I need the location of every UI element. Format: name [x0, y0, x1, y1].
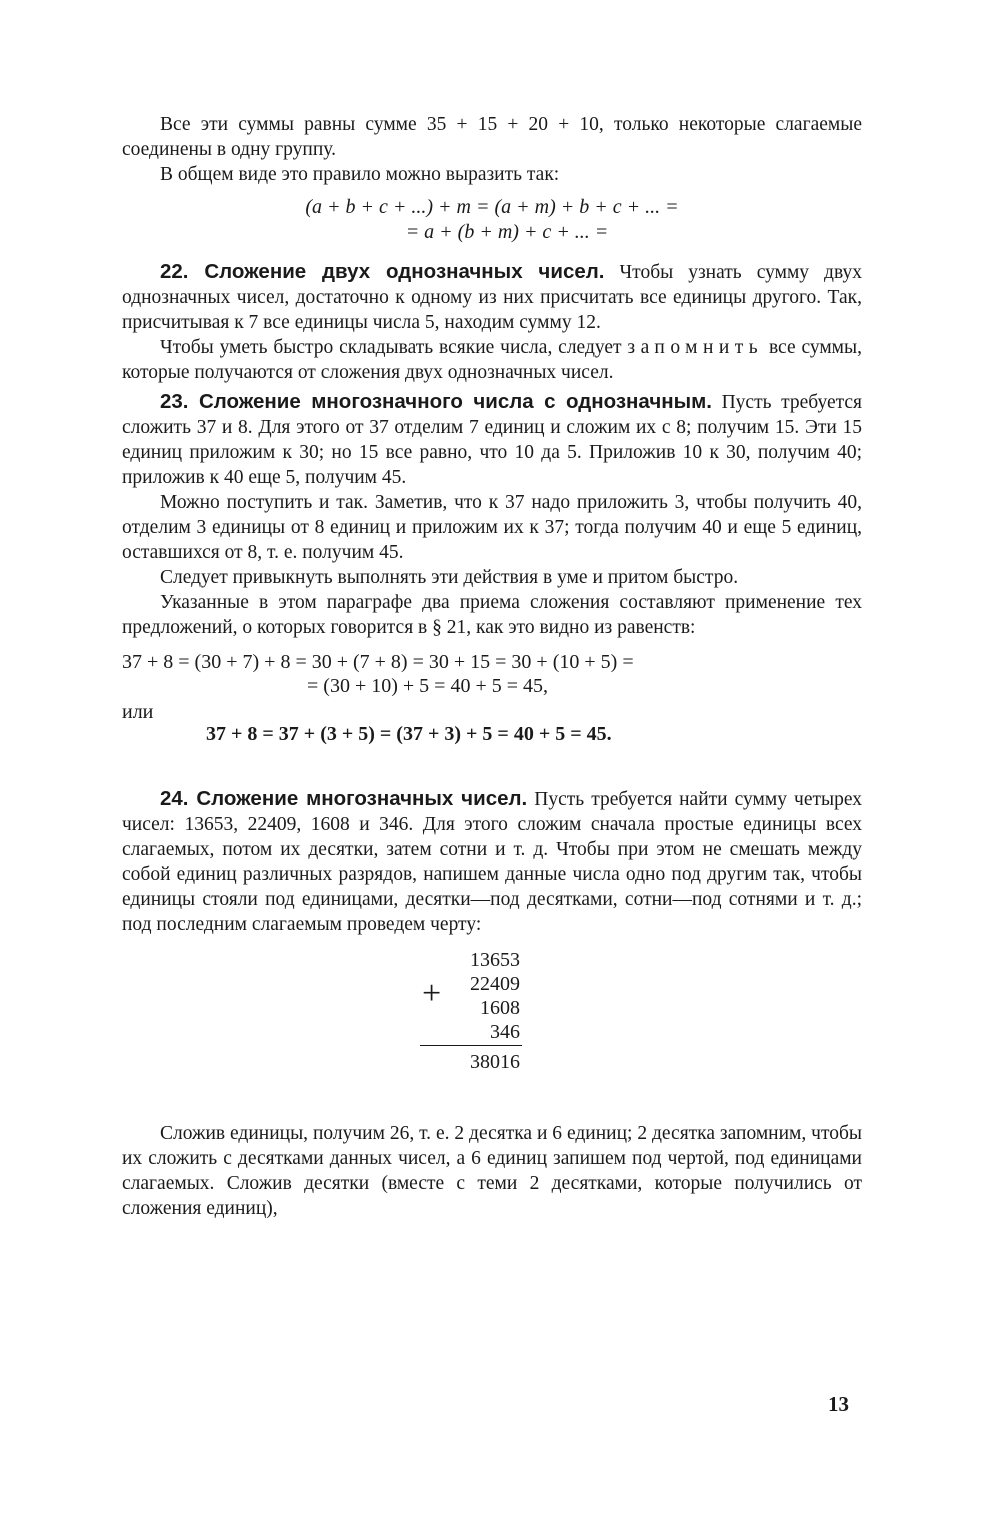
equations-block: [122, 650, 862, 760]
paragraph-general-rule: В общем виде это правило можно выразить так:: [160, 164, 560, 185]
section-22-text: Чтобы узнать сумму двух однозначных чисел, достаточно к одному из них присчитать все единицы другого. Так, присчитывая к 7 все единицы числа 5, находим сумму 12.: [122, 262, 863, 333]
section-22-p2-after: все суммы, которые получаются от сложения двух однозначных чисел.: [122, 337, 862, 383]
section-22-p2-before: Чтобы уметь быстро складывать всякие числа, следует: [160, 337, 622, 358]
page-body: [122, 112, 862, 1221]
paragraph-sums: Все эти суммы равны сумме 35 + 15 + 20 + 10, только некоторые слагаемые соединены в одну группу.: [122, 114, 862, 160]
section-24-paragraph-2: Сложив единицы, получим 26, т. е. 2 десятка и 6 единиц; 2 десятка запомним, чтобы их сложить с десятками данных чисел, а 6 единиц запишем под чертой, под единицами слагаемых. Сложив десятки (вместе с теми 2 десятками, которые получились от сложения единиц),: [122, 1123, 862, 1219]
section-23-text: Пусть требуется сложить 37 и 8. Для этого от 37 отделим 7 единиц и сложим их с 8; получим 15. Эти 15 единиц приложим к 30; но 15 все равно, что 10 да 5. Приложив 10 к 30, получим 40; приложив к 40 еще 5, получим 45.: [122, 392, 862, 488]
section-23-paragraph-4: Указанные в этом параграфе два приема сложения составляют применение тех предложений, о которых говорится в § 21, как это видно из равенств:: [122, 592, 862, 638]
plus-sign: +: [422, 975, 442, 1012]
formula-line-1: (a + b + c + ...) + m = (a + m) + b + c + ... =: [305, 196, 679, 218]
column-addition: [122, 943, 862, 1093]
section-24: [122, 786, 862, 937]
addend-3: 1608: [480, 997, 520, 1019]
addend-2: 22409: [470, 973, 520, 995]
section-22-title: 22. Сложение двух однозначных чисел.: [160, 260, 605, 283]
section-23-paragraph-3: Следует привыкнуть выполнять эти действия в уме и притом быстро.: [160, 567, 739, 588]
section-22: [122, 259, 862, 335]
section-23-paragraph-2: Можно поступить и так. Заметив, что к 37 надо приложить 3, чтобы получить 40, отделим 3 единицы от 8 единиц и приложим их к 37; тогда получим 40 и еще 5 единиц, оставшихся от 8, т. е. получим 45.: [122, 492, 862, 563]
section-22-paragraph-2: [122, 335, 862, 385]
section-24-text: Пусть требуется найти сумму четырех чисел: 13653, 22409, 1608 и 346. Для этого сложим сначала простые единицы всех слагаемых, потом их десятки, затем сотни и т. д. Чтобы при этом не смешать между собой единиц различных разрядов, напишем данные числа одно под другим так, чтобы единицы стояли под единицами, десятки—под десятками, сотни—под сотнями и т. д.; под последним слагаемым проведем черту:: [122, 789, 862, 935]
section-23: [122, 389, 862, 490]
page-number: 13: [828, 1392, 849, 1416]
equation-2: = (30 + 10) + 5 = 40 + 5 = 45,: [307, 675, 548, 697]
sum-result: 38016: [470, 1051, 520, 1073]
addend-1: 13653: [470, 949, 520, 971]
addend-4: 346: [490, 1021, 520, 1043]
section-23-title: 23. Сложение многозначного числа с однозначным.: [160, 390, 712, 413]
section-22-p2-spaced: запомнить: [627, 337, 764, 358]
equation-1: 37 + 8 = (30 + 7) + 8 = 30 + (7 + 8) = 30 + 15 = 30 + (10 + 5) =: [122, 651, 634, 673]
general-formula: [122, 195, 862, 245]
formula-line-2: = a + (b + m) + c + ... =: [405, 221, 609, 243]
equation-or: или: [122, 701, 154, 723]
equation-3: 37 + 8 = 37 + (3 + 5) = (37 + 3) + 5 = 40 + 5 = 45.: [206, 723, 612, 745]
section-24-title: 24. Сложение многозначных чисел.: [160, 787, 528, 810]
sum-line: [420, 1045, 522, 1046]
